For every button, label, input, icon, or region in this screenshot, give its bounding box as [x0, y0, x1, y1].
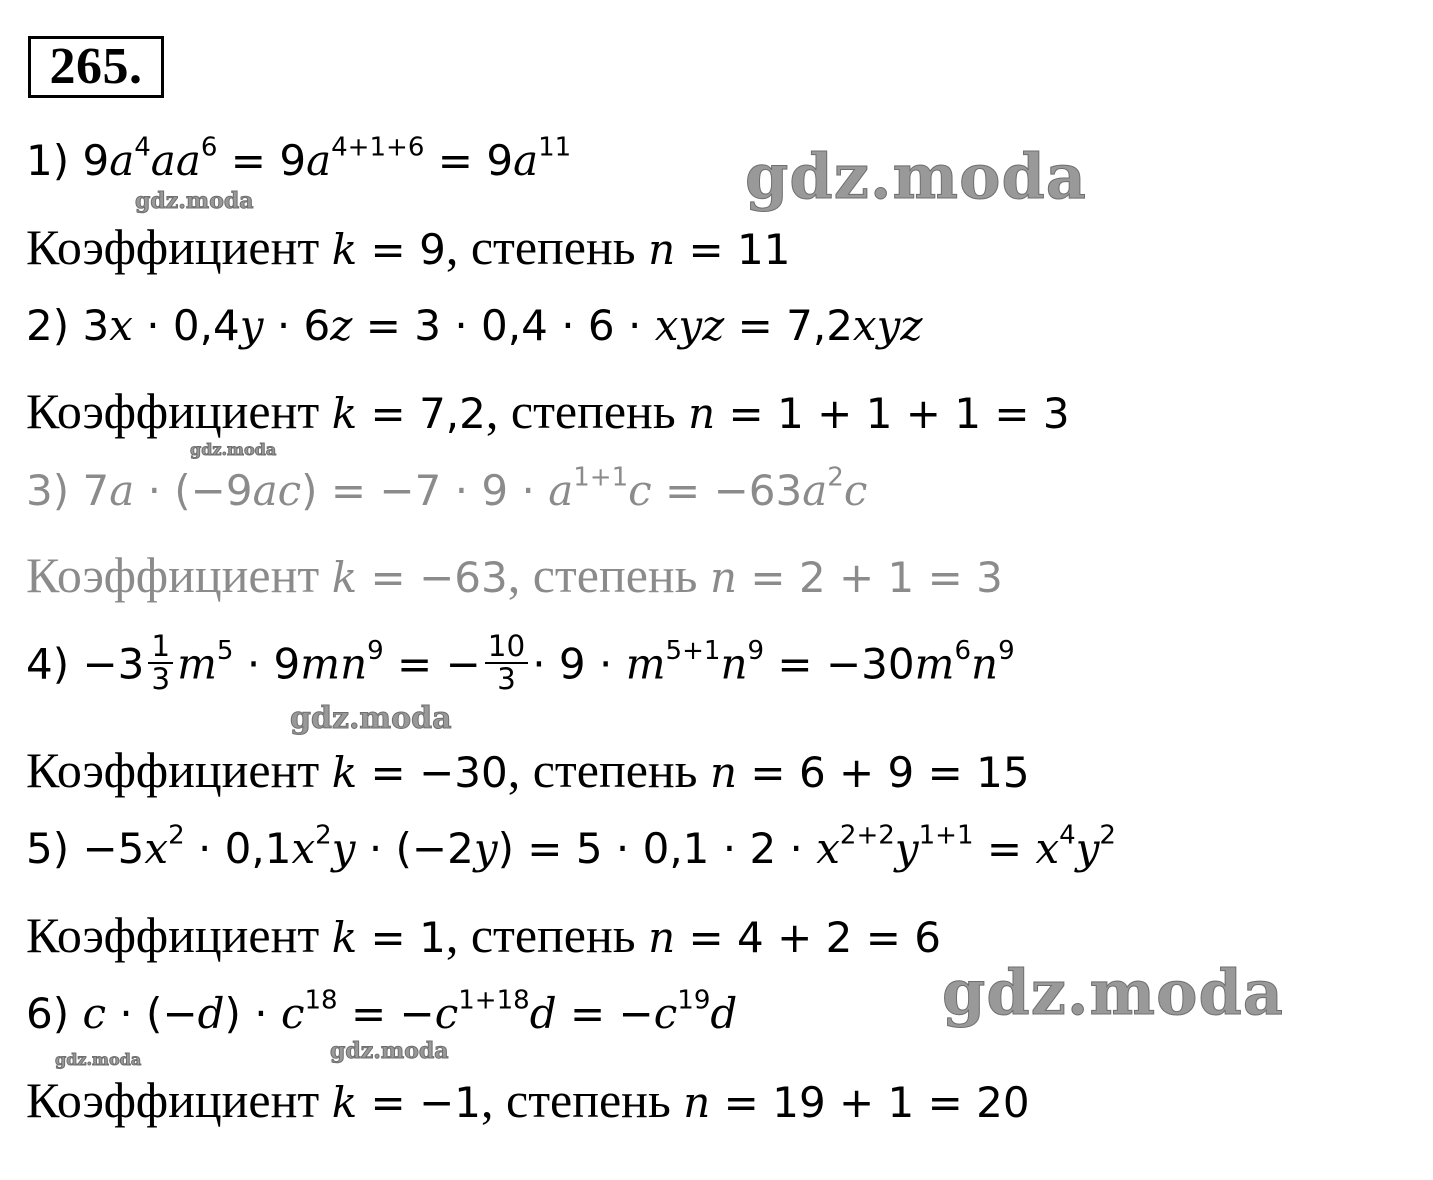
degree-word: степень: [532, 547, 698, 603]
degree-value: 11: [737, 225, 791, 274]
equation-5-label: 5): [26, 824, 70, 873]
coefficient-word: Коэффициент: [26, 1072, 320, 1128]
equation-1: 1) $9a^4aa^6 = 9a^{4+1+6} = 9a^{11}$: [26, 132, 572, 185]
coefficient-word: Коэффициент: [26, 219, 320, 275]
fraction-one-third: $\frac{1}{3}$: [148, 631, 173, 695]
coefficient-line-5: Коэффициент k = 1, степень n = 4 + 2 = 6: [26, 907, 941, 963]
coefficient-line-2: Коэффициент k = 7,2, степень n = 1 + 1 + 1 = 3: [26, 383, 1070, 439]
watermark: gdz.moda: [190, 440, 277, 459]
degree-word: степень: [470, 907, 636, 963]
coefficient-word: Коэффициент: [26, 742, 320, 798]
coefficient-value: −30: [419, 748, 508, 797]
coefficient-line-1: Коэффициент k = 9, степень n = 11: [26, 219, 791, 275]
degree-word: степень: [510, 383, 676, 439]
degree-value: 4 + 2 = 6: [737, 913, 941, 962]
degree-value: 1 + 1 + 1 = 3: [777, 389, 1070, 438]
degree-value: 2 + 1 = 3: [798, 553, 1003, 602]
degree-word: степень: [506, 1072, 671, 1128]
problem-number: 265.: [28, 36, 164, 98]
equation-4-label: 4): [26, 639, 70, 689]
equation-6: 6) $c \cdot (-d) \cdot c^{18} = -c^{1+18}d = -c^{19}d$: [26, 985, 738, 1038]
coefficient-line-6: Коэффициент k = −1, степень n = 19 + 1 = 20: [26, 1072, 1030, 1128]
coefficient-value: 9: [419, 225, 446, 274]
equation-4: 4) −3 $\frac{1}{3}$ $m^5 \cdot 9mn^9$ = − $\frac{10}{3}$ · $9 \cdot m^{5+1}n^9 = -30m^6n^9$: [26, 629, 1015, 696]
coefficient-value: −63: [419, 553, 508, 602]
watermark: gdz.moda: [330, 1038, 449, 1064]
degree-value: 19 + 1 = 20: [772, 1078, 1030, 1127]
coefficient-value: 1: [419, 913, 446, 962]
equation-3: 3) $7a \cdot (-9ac) = -7 \cdot 9 \cdot a^{1+1}c = -63a^2c$: [26, 462, 868, 515]
watermark: gdz.moda: [135, 188, 254, 214]
equation-2: 2) 3x · 0,4y · 6z = 3 · 0,4 · 6 · xyz = 7,2xyz: [26, 301, 923, 350]
coefficient-word: Коэффициент: [26, 907, 320, 963]
watermark: gdz.moda: [745, 140, 1087, 213]
coefficient-line-4: Коэффициент k = −30, степень n = 6 + 9 = 15: [26, 742, 1030, 798]
equation-2-label: 2): [26, 301, 70, 350]
coefficient-word: Коэффициент: [26, 547, 320, 603]
fraction-ten-thirds: $\frac{10}{3}$: [485, 631, 528, 695]
equation-3-label: 3): [26, 466, 70, 515]
coefficient-word: Коэффициент: [26, 383, 320, 439]
watermark: gdz.moda: [55, 1050, 142, 1069]
equation-1-label: 1): [26, 136, 70, 185]
equation-5: $5) -5x^2 \cdot 0,1x^2y \cdot (-2y) = 5 \cdot 0,1 \cdot 2 \cdot x^{2+2}y^{1+1} = x^4y^2$: [26, 820, 1116, 873]
coefficient-value: −1: [419, 1078, 481, 1127]
equation-6-label: 6): [26, 989, 70, 1038]
degree-word: степень: [532, 742, 698, 798]
degree-word: степень: [470, 219, 636, 275]
coefficient-line-3: Коэффициент k = −63, степень n = 2 + 1 = 3: [26, 547, 1003, 603]
watermark: gdz.moda: [942, 956, 1284, 1029]
coefficient-value: 7,2: [419, 389, 486, 438]
watermark: gdz.moda: [290, 701, 452, 736]
degree-value: 6 + 9 = 15: [798, 748, 1030, 797]
